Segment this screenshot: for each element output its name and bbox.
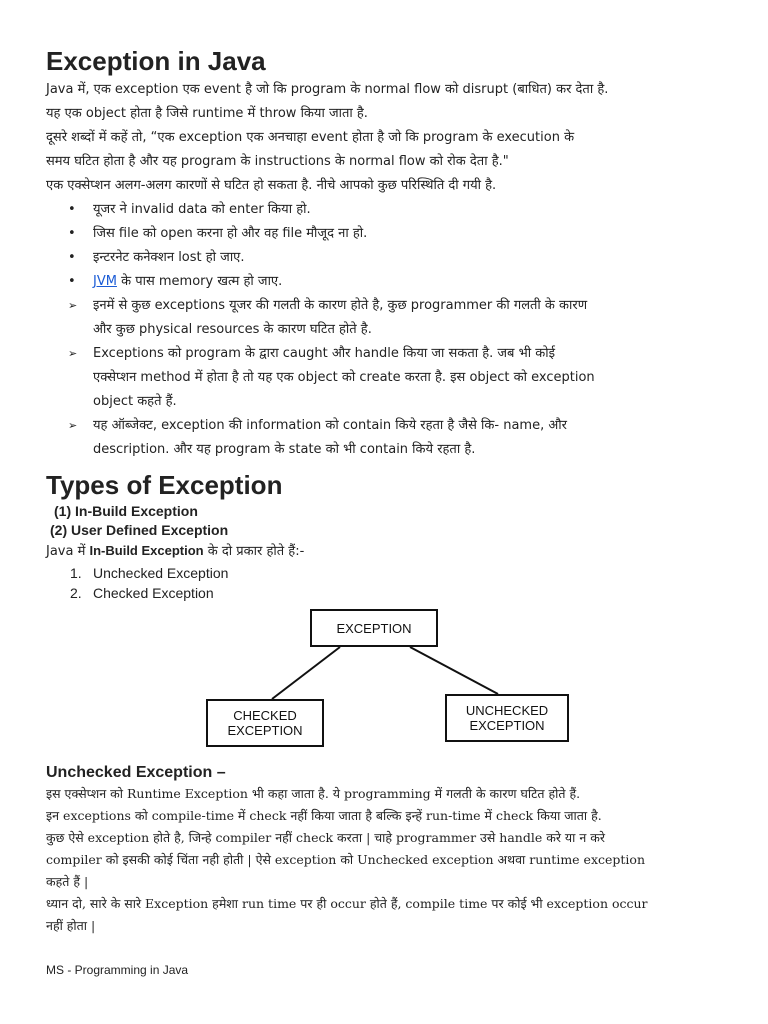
arrow-line: description. और यह program के state को भी contain किये रहता है. (93, 442, 476, 457)
jvm-link[interactable]: JVM (93, 274, 117, 289)
arrow-item (46, 294, 726, 342)
arrow-line: object कहते हैं. (93, 394, 177, 409)
types-intro-text: के दो प्रकार होते हैं:- (203, 544, 305, 559)
list-number: 2. (70, 585, 82, 601)
body-line: इन exceptions को compile-time में check नहीं किया जाता है बल्कि इन्हें run-time में check किया जाता है. (46, 808, 602, 823)
unchecked-exception-box (445, 694, 569, 742)
arrow-icon: ➢ (68, 347, 78, 360)
page-footer: MS - Programming in Java (46, 963, 189, 977)
page-title: Exception in Java (46, 46, 266, 76)
body-line: ध्यान दो, सारे के सारे Exception हमेशा run time पर ही occur होते हैं, compile time पर कोई भी exception occur (46, 896, 648, 911)
list-item (46, 198, 726, 222)
box-label: UNCHECKED (465, 703, 549, 718)
body-line: कुछ ऐसे exception होते है, जिन्हे compiler नहीं check करता | चाहे programmer उसे handle करे या न करे (46, 830, 605, 845)
bullet-icon: • (68, 226, 76, 241)
list-item (46, 222, 726, 246)
body-line: इस एक्सेप्शन को Runtime Exception भी कहा जाता है. ये programming में गलती के कारण घटित होते हैं. (46, 786, 581, 801)
box-label: EXCEPTION (469, 718, 545, 733)
arrow-line: Exceptions को program के द्वारा caught और handle किया जा सकता है. जब भी कोई (93, 346, 555, 361)
types-intro (46, 540, 726, 563)
arrow-item (46, 342, 726, 414)
arrow-item (46, 414, 726, 462)
box-label: EXCEPTION (336, 620, 412, 636)
exception-diagram (46, 603, 726, 763)
box-label: EXCEPTION (227, 723, 303, 738)
unchecked-heading: Unchecked Exception – (46, 764, 226, 781)
intro-line: दूसरे शब्दों में कहें तो, “एक exception एक अनचाहा event होता है जो कि program के execution के (46, 130, 575, 145)
intro-line: समय घटित होता है और यह program के instructions के normal flow को रोक देता है." (46, 154, 509, 169)
bullet-icon: • (68, 250, 76, 265)
list-item-text: जिस file को open करना हो और वह file मौजूद ना हो. (93, 226, 368, 241)
list-number: 1. (70, 565, 82, 581)
intro-block (46, 78, 726, 198)
arrow-line: और कुछ physical resources के कारण घटित होते है. (93, 322, 372, 337)
body-line: नहीं होता | (46, 918, 96, 933)
unchecked-body (46, 783, 726, 937)
connector-right (410, 647, 498, 694)
bullet-icon: • (68, 274, 76, 289)
list-item-text: के पास memory खत्म हो जाए. (116, 274, 283, 289)
types-intro-bold: In-Build Exception (89, 543, 204, 558)
list-item (46, 583, 726, 603)
document-page (46, 44, 726, 937)
list-item-text: Checked Exception (93, 585, 214, 601)
reasons-list (46, 198, 726, 462)
bullet-icon: • (68, 202, 76, 217)
box-label: CHECKED (233, 708, 297, 723)
body-line: compiler को इसकी कोई चिंता नही होती | ऐसे exception को Unchecked exception अथवा runtime exception (46, 852, 646, 867)
list-item (46, 246, 726, 270)
list-item-text: इन्टरनेट कनेक्शन lost हो जाए. (93, 250, 245, 265)
exception-box (310, 609, 438, 647)
subheading: (1) In-Build Exception (54, 503, 198, 519)
arrow-icon: ➢ (68, 299, 78, 312)
intro-line: Java में, एक exception एक event है जो कि program के normal flow को disrupt (बाधित) कर देता है. (46, 82, 609, 97)
arrow-line: इनमें से कुछ exceptions यूजर की गलती के कारण होते है, कुछ programmer की गलती के कारण (93, 298, 588, 313)
checked-exception-box (206, 699, 324, 747)
list-item (46, 563, 726, 583)
connector-left (272, 647, 340, 699)
list-item-text: Unchecked Exception (93, 565, 229, 581)
subheading: (2) User Defined Exception (50, 522, 229, 538)
types-list (46, 563, 726, 603)
arrow-icon: ➢ (68, 419, 78, 432)
section-heading: Types of Exception (46, 470, 283, 500)
body-line: कहते हैं | (46, 874, 89, 889)
types-intro-text: Java में (46, 544, 90, 559)
arrow-line: यह ऑब्जेक्ट, exception की information को contain किये रहता है जैसे कि- name, और (93, 418, 567, 433)
list-item (46, 270, 726, 294)
list-item-text: यूजर ने invalid data को enter किया हो. (93, 202, 311, 217)
arrow-line: एक्सेप्शन method में होता है तो यह एक object को create करता है. इस object को exception (93, 370, 595, 385)
intro-line: यह एक object होता है जिसे runtime में throw किया जाता है. (46, 106, 368, 121)
intro-line: एक एक्सेप्शन अलग-अलग कारणों से घटित हो सकता है. नीचे आपको कुछ परिस्थिति दी गयी है. (46, 178, 497, 193)
